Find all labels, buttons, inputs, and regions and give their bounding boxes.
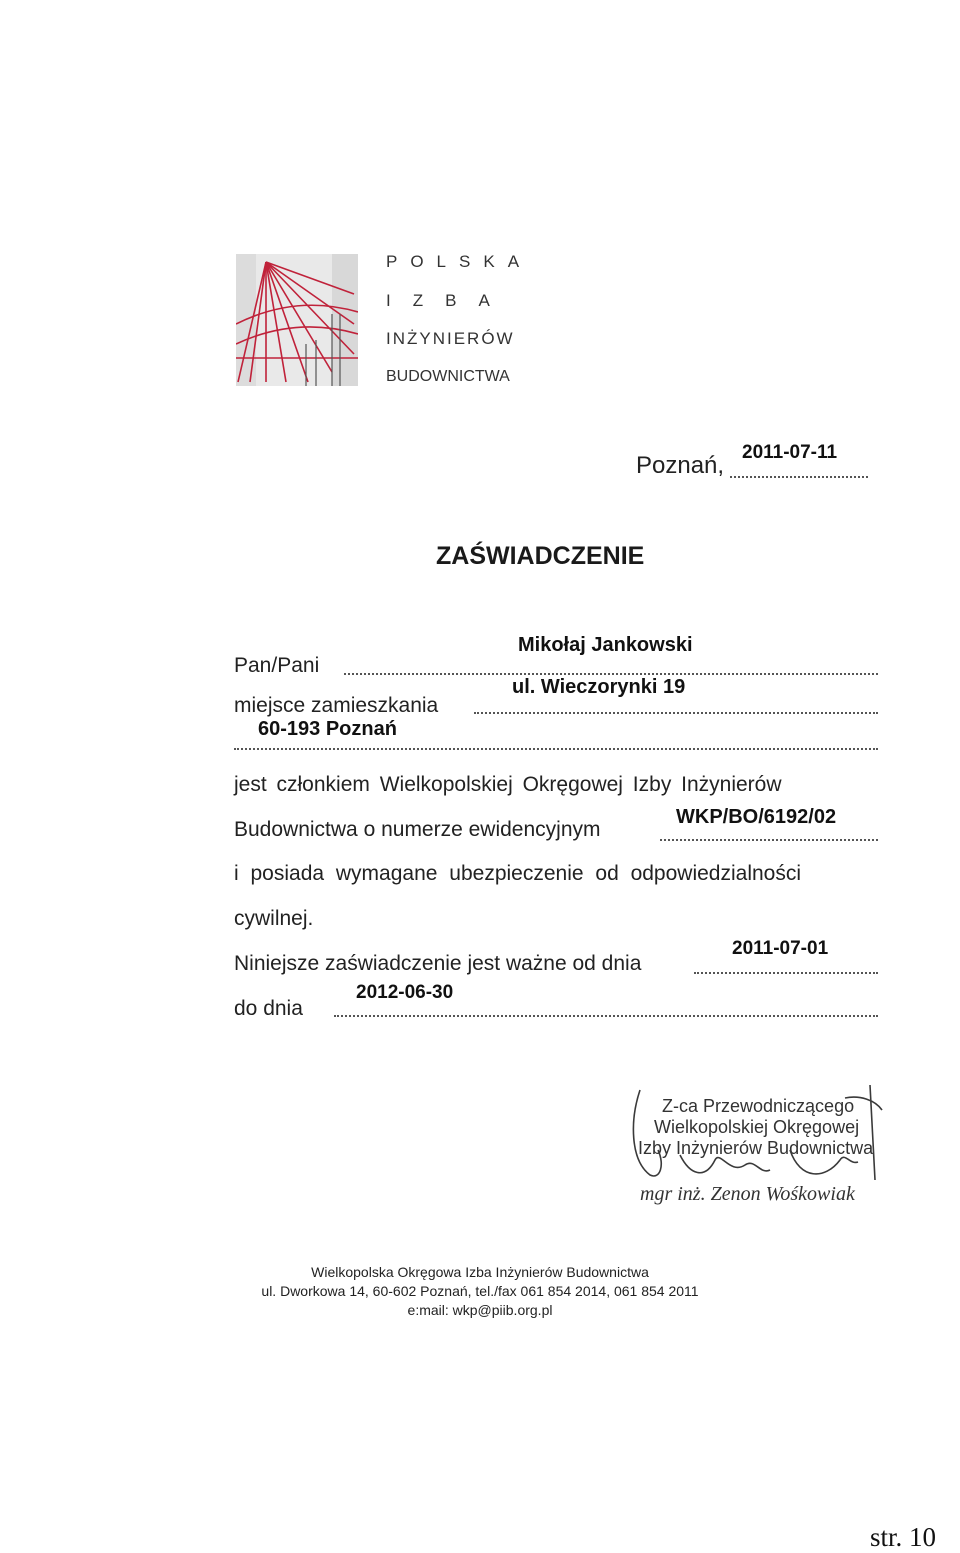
signatory-name: mgr inż. Zenon Wośkowiak (640, 1183, 855, 1205)
validity-to-dotted-line (334, 1015, 878, 1017)
date-dotted-line (730, 476, 868, 478)
statement-line3: i posiada wymagane ubezpieczenie od odpowiedzialności (234, 862, 802, 885)
validity-from-label: Niniejsze zaświadczenie jest ważne od dnia (234, 952, 642, 975)
bridge-logo-icon (236, 254, 358, 386)
address-dotted-line-2 (234, 748, 878, 750)
person-label: Pan/Pani (234, 654, 320, 677)
date-label: Poznań, (636, 452, 725, 479)
org-name-line1: POLSKA (386, 252, 533, 271)
footer-line1: Wielkopolska Okręgowa Izba Inżynierów Budownictwa (311, 1264, 649, 1280)
validity-from-date: 2011-07-01 (732, 938, 829, 959)
validity-from-dotted-line (694, 972, 878, 974)
address-dotted-line (474, 712, 878, 714)
statement-line2: Budownictwa o numerze ewidencyjnym (234, 818, 601, 841)
document-title: ZAŚWIADCZENIE (436, 542, 645, 570)
issue-date: 2011-07-11 (742, 442, 838, 463)
page-number: str. 10 (870, 1522, 937, 1552)
registration-number: WKP/BO/6192/02 (676, 806, 837, 828)
registration-dotted-line (660, 839, 878, 841)
signature-line3: Izby Inżynierów Budownictwa (638, 1138, 874, 1158)
signature-line2: Wielkopolskiej Okręgowej (654, 1117, 860, 1137)
address-city: 60-193 Poznań (258, 718, 397, 740)
address-street: ul. Wieczorynki 19 (512, 676, 686, 698)
org-name-line4: BUDOWNICTWA (386, 368, 510, 385)
validity-to-label: do dnia (234, 997, 303, 1020)
person-dotted-line (344, 673, 878, 675)
statement-line1: jest członkiem Wielkopolskiej Okręgowej Izby Inżynierów (234, 773, 782, 796)
handwritten-signature (620, 1080, 900, 1190)
footer-line3: e:mail: wkp@piib.org.pl (407, 1302, 553, 1318)
org-name-line3: INŻYNIERÓW (386, 329, 515, 348)
address-label: miejsce zamieszkania (234, 694, 439, 717)
footer-line2: ul. Dworkowa 14, 60-602 Poznań, tel./fax 061 854 2014, 061 854 2011 (261, 1283, 699, 1299)
org-name-line2: IZBA (386, 291, 512, 310)
validity-to-date: 2012-06-30 (356, 982, 454, 1003)
statement-line4: cywilnej. (234, 907, 314, 930)
person-name: Mikołaj Jankowski (518, 634, 693, 656)
signature-line1: Z-ca Przewodniczącego (662, 1096, 855, 1116)
